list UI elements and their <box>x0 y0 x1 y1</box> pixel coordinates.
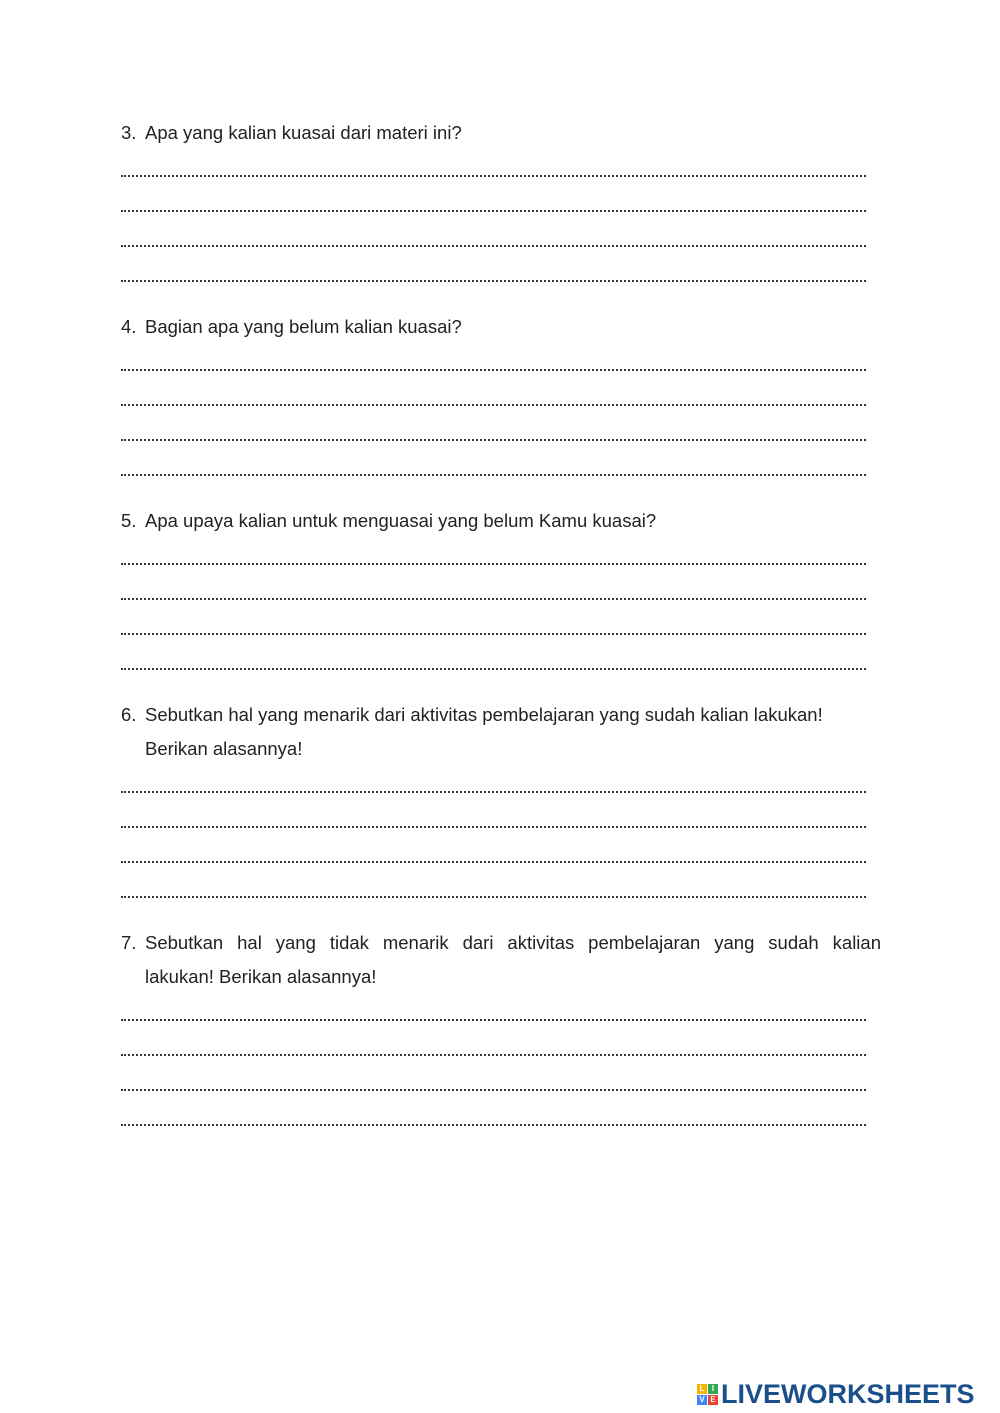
answer-line[interactable] <box>121 1101 866 1136</box>
answer-line[interactable] <box>121 1031 866 1066</box>
answer-line[interactable] <box>121 222 866 257</box>
answer-line[interactable] <box>121 540 866 575</box>
liveworksheets-badge-icon <box>697 1384 718 1405</box>
logo-text: LIVEWORKSHEETS <box>721 1379 975 1409</box>
question-7-text <box>121 926 881 994</box>
answer-line[interactable] <box>121 610 866 645</box>
answer-area[interactable] <box>121 996 881 1136</box>
answer-line[interactable] <box>121 257 866 292</box>
badge-letter: I <box>708 1384 718 1394</box>
question-number: 7. <box>121 932 137 953</box>
answer-line[interactable] <box>121 152 866 187</box>
answer-area[interactable] <box>121 152 881 292</box>
answer-line[interactable] <box>121 1066 866 1101</box>
answer-line[interactable] <box>121 873 866 908</box>
question-4 <box>121 310 881 486</box>
question-4-text <box>121 310 881 344</box>
answer-line[interactable] <box>121 996 866 1031</box>
badge-letter: L <box>697 1384 707 1394</box>
answer-line[interactable] <box>121 451 866 486</box>
question-number: 3. <box>121 122 137 143</box>
question-6 <box>121 698 881 908</box>
answer-line[interactable] <box>121 575 866 610</box>
question-number: 6. <box>121 704 137 725</box>
question-prompt-line2: lakukan! Berikan alasannya! <box>145 966 377 987</box>
answer-area[interactable] <box>121 346 881 486</box>
question-number: 5. <box>121 510 137 531</box>
answer-line[interactable] <box>121 645 866 680</box>
question-prompt: Apa yang kalian kuasai dari materi ini? <box>145 122 462 143</box>
answer-line[interactable] <box>121 838 866 873</box>
question-3-text <box>121 116 881 150</box>
answer-line[interactable] <box>121 416 866 451</box>
answer-line[interactable] <box>121 803 866 838</box>
badge-letter: V <box>697 1395 707 1405</box>
answer-line[interactable] <box>121 381 866 416</box>
answer-line[interactable] <box>121 346 866 381</box>
answer-area[interactable] <box>121 540 881 680</box>
liveworksheets-logo <box>697 1377 975 1411</box>
answer-line[interactable] <box>121 768 866 803</box>
question-prompt: Apa upaya kalian untuk menguasai yang belum Kamu kuasai? <box>145 510 657 531</box>
question-3 <box>121 116 881 292</box>
question-number: 4. <box>121 316 137 337</box>
answer-line[interactable] <box>121 187 866 222</box>
question-prompt-line1: Sebutkan hal yang tidak menarik dari aktivitas pembelajaran yang sudah kalian <box>145 932 881 953</box>
badge-letter: E <box>708 1395 718 1405</box>
question-prompt: Bagian apa yang belum kalian kuasai? <box>145 316 462 337</box>
question-7 <box>121 926 881 1136</box>
question-5 <box>121 504 881 680</box>
question-prompt-line2: Berikan alasannya! <box>145 738 303 759</box>
answer-area[interactable] <box>121 768 881 908</box>
question-6-text <box>121 698 881 766</box>
question-prompt-line1: Sebutkan hal yang menarik dari aktivitas pembelajaran yang sudah kalian lakukan! <box>145 704 823 725</box>
question-5-text <box>121 504 881 538</box>
